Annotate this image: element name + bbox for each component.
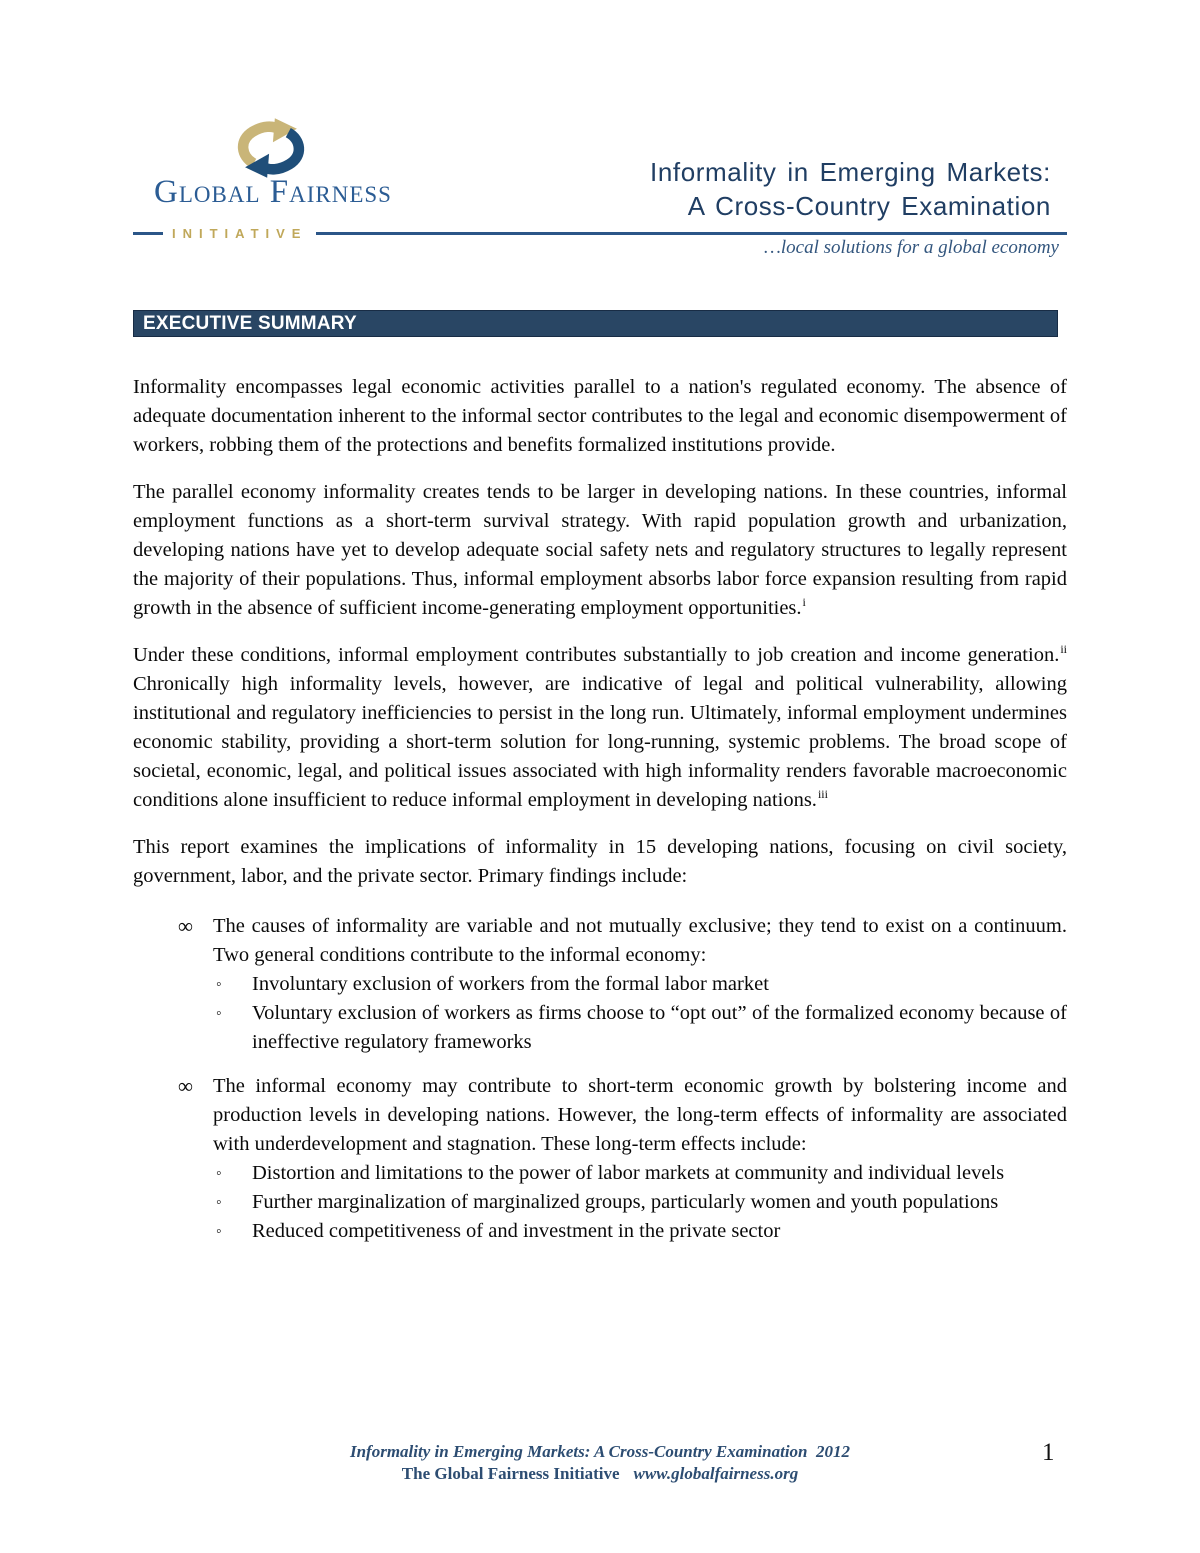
document-title-line1: Informality in Emerging Markets: <box>650 157 1051 187</box>
footnote-ref: iii <box>817 787 828 802</box>
page-footer <box>133 1441 1067 1485</box>
logo-wordmark: Global Fairness <box>154 174 392 210</box>
list-item <box>133 1072 1067 1246</box>
logo-subtitle: INITIATIVE <box>172 225 308 241</box>
list-item-text: The informal economy may contribute to short-term economic growth by bolstering income and production levels in developing nations. However, the long-term effects of informality are associated with underdevelopment and stagnation. These long-term effects include: <box>213 1075 1067 1155</box>
footer-website-link[interactable]: www.globalfairness.org <box>633 1464 799 1483</box>
infinity-bullet-icon: ∞ <box>178 1074 193 1098</box>
section-heading: EXECUTIVE SUMMARY <box>143 313 357 334</box>
document-header <box>133 0 1067 265</box>
paragraph <box>133 833 1067 891</box>
findings-list <box>133 912 1067 1246</box>
sub-list-item-text: Involuntary exclusion of workers from the formal labor market <box>252 973 769 995</box>
tagline: …local solutions for a global economy <box>763 237 1059 258</box>
paragraph-text: Informality encompasses legal economic activities parallel to a nation's regulated economy. The absence of adequate documentation inherent to the informal sector contributes to the legal and economic disempowerment of workers, robbing them of the protections and benefits formalized institutions provide. <box>133 376 1067 456</box>
section-heading-bar <box>133 310 1058 337</box>
document-title-line2: A Cross-Country Examination <box>687 191 1051 221</box>
sub-list-item <box>213 1159 1067 1188</box>
circle-bullet-icon: ◦ <box>216 1223 222 1240</box>
circle-bullet-icon: ◦ <box>216 1165 222 1182</box>
paragraph-text: This report examines the implications of informality in 15 developing nations, focusing on civil society, government, labor, and the private sector. Primary findings include: <box>133 836 1067 887</box>
page-content <box>133 0 1067 1246</box>
paragraph-text: Chronically high informality levels, however, are indicative of legal and political vulnerability, allowing institutional and regulatory inefficiencies to persist in the long run. Ultimately, informal employment undermines economic stability, providing a short-term solution for long-running, systemic problems. The broad scope of societal, economic, legal, and political issues associated with high informality renders favorable macroeconomic conditions alone insufficient to reduce informal employment in developing nations. <box>133 673 1067 811</box>
paragraph-text: The parallel economy informality creates tends to be larger in developing nations. In these countries, informal employment functions as a short-term survival strategy. With rapid population growth and urbanization, developing nations have yet to develop adequate social safety nets and regulatory structures to legally represent the majority of their populations. Thus, informal employment absorbs labor force expansion resulting from rapid growth in the absence of sufficient income-generating employment opportunities. <box>133 481 1067 619</box>
sub-list-item <box>213 970 1067 999</box>
paragraph <box>133 373 1067 460</box>
list-item <box>133 912 1067 1057</box>
list-item-body <box>213 1072 1067 1246</box>
list-item-text: The causes of informality are variable and not mutually exclusive; they tend to exist on a continuum. Two general conditions contribute to the informal economy: <box>213 915 1067 966</box>
paragraph-text: Under these conditions, informal employment contributes substantially to job creation and income generation. <box>133 644 1060 666</box>
sub-list-item <box>213 1217 1067 1246</box>
circle-bullet-icon: ◦ <box>216 976 222 993</box>
footer-org-line <box>133 1463 1067 1485</box>
page-number: 1 <box>1042 1439 1055 1466</box>
sub-list-item-text: Further marginalization of marginalized groups, particularly women and youth populations <box>252 1191 999 1213</box>
circle-bullet-icon: ◦ <box>216 1005 222 1022</box>
sub-list-item-text: Voluntary exclusion of workers as firms choose to “opt out” of the formalized economy because of ineffective regulatory frameworks <box>252 1002 1067 1053</box>
paragraph <box>133 478 1067 623</box>
rule-dash <box>133 232 163 235</box>
list-item-body <box>213 912 1067 1057</box>
document-title <box>650 155 1051 223</box>
sub-list-item <box>213 999 1067 1057</box>
infinity-bullet-icon: ∞ <box>178 914 193 938</box>
footer-org-name: The Global Fairness Initiative <box>401 1464 620 1483</box>
sub-list-item <box>213 1188 1067 1217</box>
footnote-ref: i <box>802 595 806 610</box>
circle-bullet-icon: ◦ <box>216 1194 222 1211</box>
footer-report-title: Informality in Emerging Markets: A Cross-Country Examination 2012 <box>349 1442 851 1461</box>
footnote-ref: ii <box>1060 642 1067 657</box>
sub-list-item-text: Distortion and limitations to the power of labor markets at community and individual levels <box>252 1162 1005 1184</box>
rule-line <box>316 232 1067 235</box>
sub-list-item-text: Reduced competitiveness of and investment in the private sector <box>252 1220 781 1242</box>
paragraph <box>133 641 1067 815</box>
